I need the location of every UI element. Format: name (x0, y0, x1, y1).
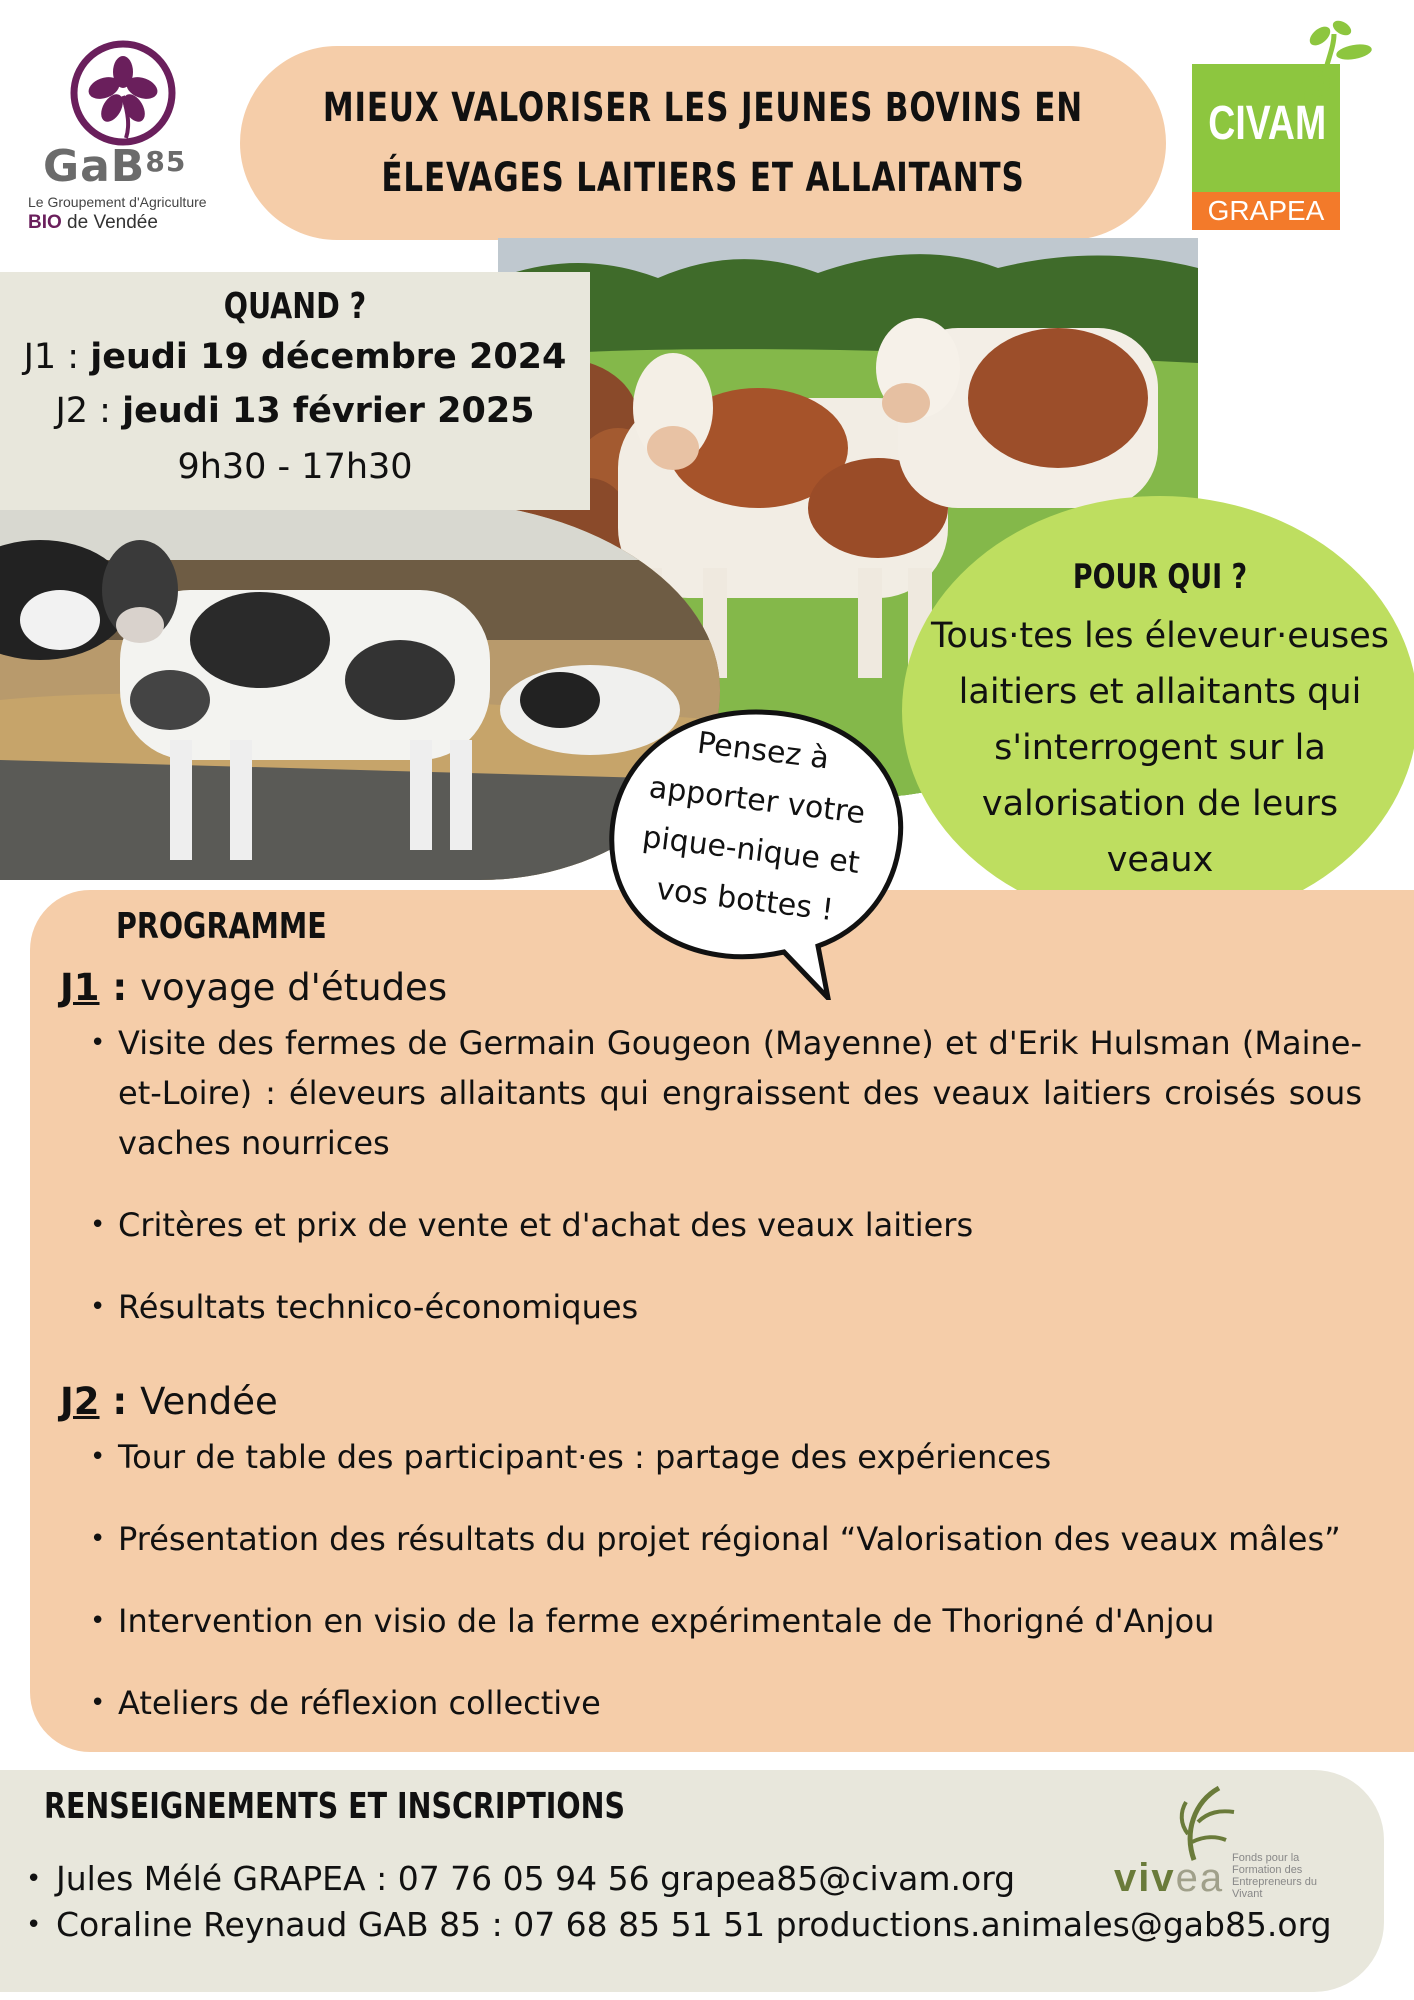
title-banner (240, 46, 1166, 240)
list-item: • Résultats technico-économiques (90, 1282, 1362, 1332)
programme-j1-list (90, 1018, 1362, 1332)
civam-name: CIVAM (1208, 97, 1327, 150)
list-item: • Critères et prix de vente et d'achat des veaux laitiers (90, 1200, 1362, 1250)
pour-qui-heading: POUR QUI ? (1072, 557, 1248, 597)
contact-item: • Jules Mélé GRAPEA : 07 76 05 94 56 grapea85@civam.org (26, 1856, 1332, 1902)
list-item: • Intervention en visio de la ferme expérimentale de Thorigné d'Anjou (90, 1596, 1362, 1646)
programme-heading: PROGRAMME (116, 906, 327, 947)
quand-heading: QUAND ? (223, 286, 367, 327)
programme-day-1: J1 : voyage d'études (60, 966, 448, 1009)
civam-logo (1192, 16, 1392, 236)
vivea-name: vivea (1114, 1856, 1225, 1900)
gab-subtitle: Le Groupement d'Agriculture (28, 194, 207, 210)
speech-bubble-text: Pensez à apporter votre pique-nique et vos bottes ! (640, 725, 868, 929)
quand-hours: 9h30 - 17h30 (177, 447, 413, 487)
list-item: • Tour de table des participant·es : partage des expériences (90, 1432, 1362, 1482)
pour-qui-text: Tous·tes les éleveur·euses laitiers et allaitants qui s'interrogent sur la valorisation de leurs veaux (930, 616, 1390, 880)
gab-subtitle-2: BIO de Vendée (28, 212, 158, 233)
contact-item: • Coraline Reynaud GAB 85 : 07 68 85 51 51 productions.animales@gab85.org (26, 1902, 1332, 1948)
gab-name: GaB$^{85}$ (43, 141, 187, 192)
pour-qui-circle (902, 496, 1414, 926)
gab85-logo (28, 38, 218, 238)
flower-icon (68, 38, 178, 148)
programme-j2-list (90, 1432, 1362, 1728)
title-line-1: MIEUX VALORISER LES JEUNES BOVINS EN (322, 85, 1084, 131)
programme-day-2: J2 : Vendée (60, 1380, 278, 1423)
list-item: • Présentation des résultats du projet régional “Valorisation des veaux mâles” (90, 1514, 1362, 1564)
quand-box (0, 272, 590, 510)
quand-j1: J1 : jeudi 19 décembre 2024 (23, 337, 567, 377)
list-item: • Ateliers de réflexion collective (90, 1678, 1362, 1728)
programme-section (30, 890, 1414, 1752)
renseignements-heading: RENSEIGNEMENTS ET INSCRIPTIONS (44, 1786, 625, 1827)
civam-band: GRAPEA (1192, 192, 1340, 230)
vivea-logo (1114, 1782, 1354, 1912)
quand-j2: J2 : jeudi 13 février 2025 (55, 391, 535, 431)
vivea-tagline: Fonds pour la Formation des Entrepreneurs du Vivant (1232, 1852, 1317, 1900)
vivea-leaf-icon (1164, 1782, 1244, 1862)
title-line-2: ÉLEVAGES LAITIERS ET ALLAITANTS (381, 155, 1025, 201)
list-item: • Visite des fermes de Germain Gougeon (Mayenne) et d'Erik Hulsman (Maine-et-Loire) : éleveurs allaitants qui engraissent des veaux laitiers croisés sous vaches nourrices (90, 1018, 1362, 1168)
